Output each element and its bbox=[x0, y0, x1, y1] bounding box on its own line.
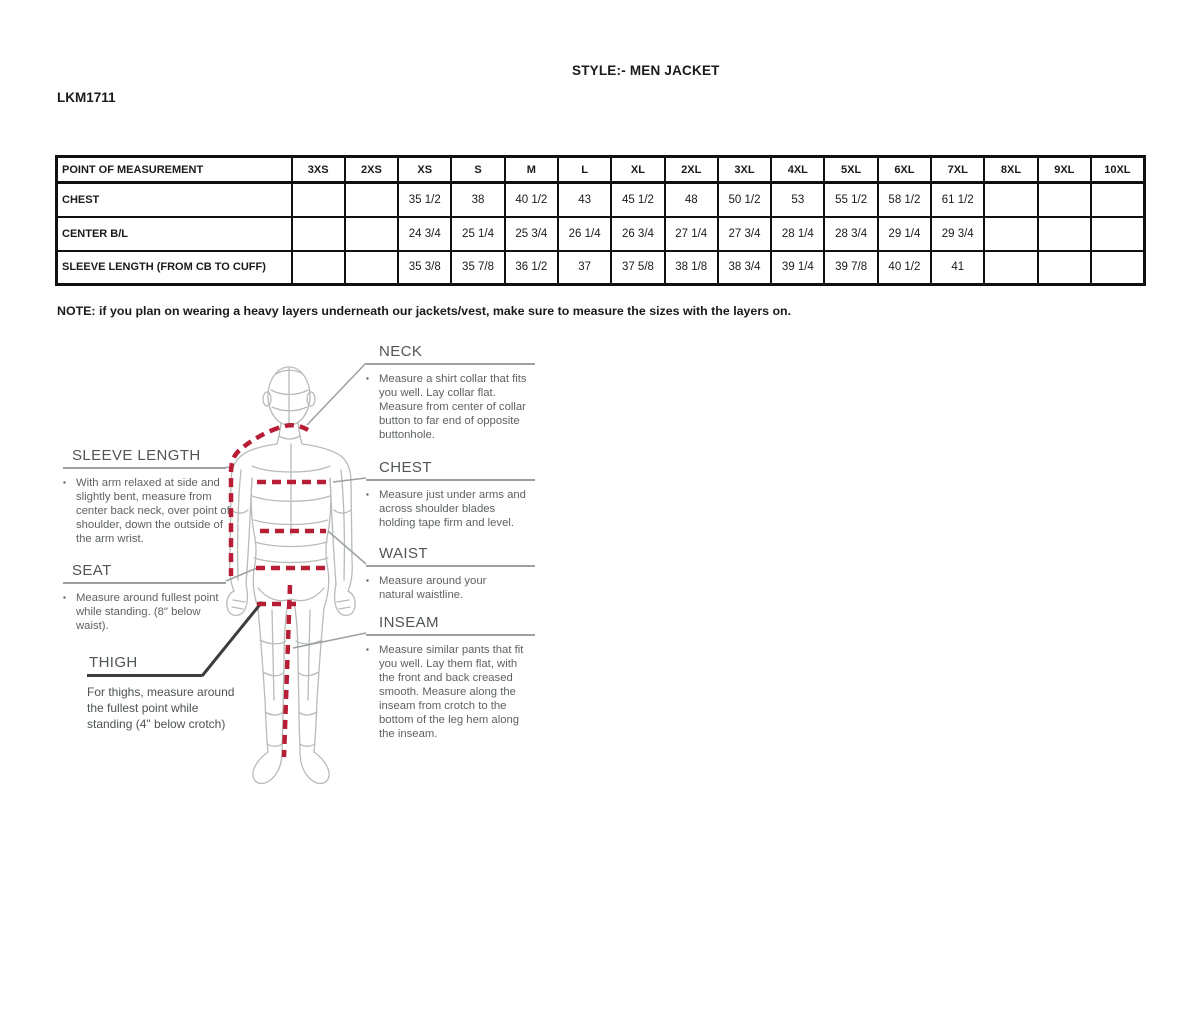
body-wireframe bbox=[227, 367, 355, 783]
section-desc bbox=[366, 372, 534, 442]
size-cell: 25 1/4 bbox=[451, 217, 504, 251]
size-cell: 38 1/8 bbox=[665, 251, 718, 285]
style-code: LKM1711 bbox=[57, 90, 116, 105]
neck-measure-line bbox=[278, 425, 308, 430]
section-desc bbox=[87, 684, 239, 732]
size-cell bbox=[1091, 217, 1144, 251]
size-cell: 25 3/4 bbox=[505, 217, 558, 251]
section-desc-text: Measure similar pants that fit you well. Lay them flat, with the front and back creased smooth. Measure along the inseam from crotch to the bottom of the leg hem along the inseam. bbox=[379, 644, 524, 740]
size-cell bbox=[292, 183, 345, 217]
size-cell: 50 1/2 bbox=[718, 183, 771, 217]
section-desc-text: Measure just under arms and across shoulder blades holding tape firm and level. bbox=[379, 489, 526, 529]
section-title: WAIST bbox=[366, 546, 535, 567]
col-header-size-XS: XS bbox=[398, 157, 451, 183]
col-header-size-2XL: 2XL bbox=[665, 157, 718, 183]
section-waist bbox=[366, 546, 535, 602]
square-bullet-icon: ▪ bbox=[366, 490, 369, 499]
section-thigh bbox=[87, 655, 239, 732]
section-seat bbox=[63, 563, 226, 633]
waist-leader-line bbox=[328, 531, 366, 564]
col-header-size-S: S bbox=[451, 157, 504, 183]
col-header-size-8XL: 8XL bbox=[984, 157, 1037, 183]
section-title: CHEST bbox=[366, 460, 535, 481]
size-cell: 48 bbox=[665, 183, 718, 217]
size-cell bbox=[292, 251, 345, 285]
size-cell bbox=[1038, 183, 1091, 217]
section-desc bbox=[366, 643, 534, 741]
section-desc-text: With arm relaxed at side and slightly bent, measure from center back neck, over point of shoulder, down the outside of the arm wrist. bbox=[76, 477, 230, 545]
size-cell bbox=[1091, 251, 1144, 285]
col-header-size-XL: XL bbox=[611, 157, 664, 183]
size-cell bbox=[345, 217, 398, 251]
chest-leader-line bbox=[333, 478, 366, 482]
col-header-size-3XL: 3XL bbox=[718, 157, 771, 183]
size-cell: 26 3/4 bbox=[611, 217, 664, 251]
size-cell bbox=[345, 183, 398, 217]
section-desc bbox=[366, 488, 534, 530]
size-cell: 58 1/2 bbox=[878, 183, 931, 217]
size-cell: 39 7/8 bbox=[824, 251, 877, 285]
size-cell bbox=[1038, 251, 1091, 285]
size-cell: 28 1/4 bbox=[771, 217, 824, 251]
note-text: NOTE: if you plan on wearing a heavy layers underneath our jackets/vest, make sure to measure the sizes with the layers on. bbox=[57, 304, 792, 318]
table-row bbox=[57, 251, 1145, 285]
size-cell: 29 3/4 bbox=[931, 217, 984, 251]
page-title: STYLE:- MEN JACKET bbox=[572, 63, 720, 78]
size-cell bbox=[1038, 217, 1091, 251]
table-header-row bbox=[57, 157, 1145, 183]
size-cell: 39 1/4 bbox=[771, 251, 824, 285]
section-desc-text: Measure a shirt collar that fits you well. Lay collar flat. Measure from center of collar button to far end of opposite buttonhole. bbox=[379, 373, 527, 441]
size-cell: 35 7/8 bbox=[451, 251, 504, 285]
size-cell: 37 5/8 bbox=[611, 251, 664, 285]
size-chart-table bbox=[55, 155, 1146, 286]
section-title: INSEAM bbox=[366, 615, 535, 636]
size-cell bbox=[345, 251, 398, 285]
col-header-size-5XL: 5XL bbox=[824, 157, 877, 183]
size-cell: 38 3/4 bbox=[718, 251, 771, 285]
square-bullet-icon: ▪ bbox=[63, 478, 66, 487]
size-cell bbox=[984, 251, 1037, 285]
col-header-point-of-measurement: POINT OF MEASUREMENT bbox=[57, 157, 292, 183]
size-cell: 24 3/4 bbox=[398, 217, 451, 251]
section-desc-text: Measure around fullest point while standing. (8" below waist). bbox=[76, 592, 219, 632]
table-row bbox=[57, 183, 1145, 217]
square-bullet-icon: ▪ bbox=[366, 645, 369, 654]
col-header-size-3XS: 3XS bbox=[292, 157, 345, 183]
size-cell bbox=[292, 217, 345, 251]
section-inseam bbox=[366, 615, 535, 741]
size-cell: 27 3/4 bbox=[718, 217, 771, 251]
col-header-size-M: M bbox=[505, 157, 558, 183]
col-header-size-10XL: 10XL bbox=[1091, 157, 1144, 183]
section-title: NECK bbox=[366, 344, 535, 365]
size-cell: 43 bbox=[558, 183, 611, 217]
table-row bbox=[57, 217, 1145, 251]
section-chest bbox=[366, 460, 535, 530]
size-cell: 26 1/4 bbox=[558, 217, 611, 251]
size-cell: 35 3/8 bbox=[398, 251, 451, 285]
section-desc bbox=[366, 574, 516, 602]
col-header-size-L: L bbox=[558, 157, 611, 183]
section-title: THIGH bbox=[87, 655, 202, 677]
size-cell bbox=[984, 217, 1037, 251]
inseam-leader-line bbox=[293, 633, 366, 648]
square-bullet-icon: ▪ bbox=[366, 374, 369, 383]
size-cell: 27 1/4 bbox=[665, 217, 718, 251]
section-title: SLEEVE LENGTH bbox=[63, 448, 226, 469]
measurement-lines bbox=[231, 425, 331, 757]
section-desc bbox=[63, 591, 223, 633]
col-header-size-7XL: 7XL bbox=[931, 157, 984, 183]
size-cell: 28 3/4 bbox=[824, 217, 877, 251]
col-header-size-9XL: 9XL bbox=[1038, 157, 1091, 183]
row-label: CENTER B/L bbox=[57, 217, 292, 251]
section-sleeve-length bbox=[63, 448, 241, 546]
section-neck bbox=[366, 344, 535, 442]
seat-leader-line bbox=[226, 568, 257, 581]
size-cell: 55 1/2 bbox=[824, 183, 877, 217]
size-cell: 53 bbox=[771, 183, 824, 217]
neck-leader-line bbox=[307, 363, 366, 425]
inseam-measure-line bbox=[284, 585, 290, 757]
leader-lines bbox=[226, 363, 366, 648]
size-cell bbox=[984, 183, 1037, 217]
size-cell: 40 1/2 bbox=[878, 251, 931, 285]
row-label: SLEEVE LENGTH (FROM CB TO CUFF) bbox=[57, 251, 292, 285]
section-desc-text: Measure around your natural waistline. bbox=[379, 575, 487, 601]
col-header-size-4XL: 4XL bbox=[771, 157, 824, 183]
size-cell bbox=[1091, 183, 1144, 217]
section-desc bbox=[63, 476, 241, 546]
size-cell: 45 1/2 bbox=[611, 183, 664, 217]
section-title: SEAT bbox=[63, 563, 226, 584]
col-header-size-6XL: 6XL bbox=[878, 157, 931, 183]
col-header-size-2XS: 2XS bbox=[345, 157, 398, 183]
size-cell: 40 1/2 bbox=[505, 183, 558, 217]
row-label: CHEST bbox=[57, 183, 292, 217]
size-cell: 61 1/2 bbox=[931, 183, 984, 217]
square-bullet-icon: ▪ bbox=[63, 593, 66, 602]
square-bullet-icon: ▪ bbox=[366, 576, 369, 585]
size-cell: 35 1/2 bbox=[398, 183, 451, 217]
size-cell: 36 1/2 bbox=[505, 251, 558, 285]
size-cell: 41 bbox=[931, 251, 984, 285]
section-desc-text: For thighs, measure around the fullest point while standing (4" below crotch) bbox=[87, 685, 235, 731]
size-cell: 38 bbox=[451, 183, 504, 217]
size-cell: 29 1/4 bbox=[878, 217, 931, 251]
size-cell: 37 bbox=[558, 251, 611, 285]
